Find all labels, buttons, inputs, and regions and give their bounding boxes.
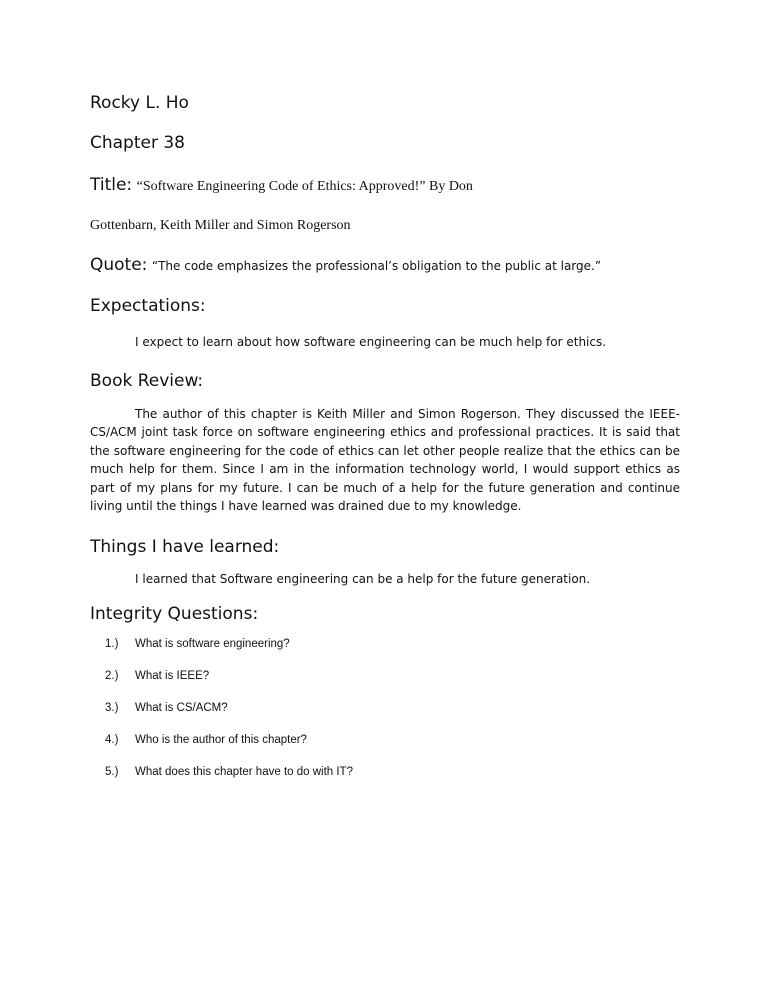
question-number: 3.) [105, 702, 119, 714]
question-number: 4.) [105, 734, 119, 746]
title-text: “Software Engineering Code of Ethics: Approved!” By Don [136, 179, 473, 194]
question-text: What is software engineering? [135, 638, 290, 650]
book-review-text: The author of this chapter is Keith Miller and Simon Rogerson. They discussed the IEEE-CS/ACM joint task force on software engineering ethics and professional practices. It is said that the software engineering for the code of ethics can let other people realize that the ethics can be much help for them. Since I am in the information technology world, I would support ethics as part of my plans for my future. I can be much of a help for the future generation and continue living until the things I have learned was drained due to my knowledge. [90, 407, 680, 514]
list-item [105, 734, 353, 766]
integrity-questions-list [105, 638, 353, 798]
list-item [105, 766, 353, 798]
expectations-heading: Expectations: [90, 296, 206, 316]
quote-text: “The code emphasizes the professional’s obligation to the public at large.” [151, 259, 602, 273]
author-name: Rocky L. Ho [90, 93, 189, 113]
title-line [90, 175, 473, 195]
list-item [105, 702, 353, 734]
integrity-heading: Integrity Questions: [90, 604, 259, 624]
title-text-continued: Gottenbarn, Keith Miller and Simon Rogerson [90, 218, 351, 233]
question-number: 5.) [105, 766, 119, 778]
question-text: What is CS/ACM? [135, 702, 228, 714]
question-text: What does this chapter have to do with IT? [135, 766, 353, 778]
chapter-number: Chapter 38 [90, 133, 186, 153]
question-number: 2.) [105, 670, 119, 682]
list-item [105, 638, 353, 670]
quote-label: Quote: [90, 255, 148, 275]
question-number: 1.) [105, 638, 119, 650]
learned-heading: Things I have learned: [90, 537, 280, 557]
question-text: What is IEEE? [135, 670, 210, 682]
list-item [105, 670, 353, 702]
expectations-text: I expect to learn about how software engineering can be much help for ethics. [135, 335, 607, 349]
learned-text: I learned that Software engineering can be a help for the future generation. [135, 572, 591, 586]
quote-line [90, 255, 601, 275]
question-text: Who is the author of this chapter? [135, 734, 307, 746]
book-review-heading: Book Review: [90, 371, 204, 391]
title-label: Title: [90, 175, 133, 195]
